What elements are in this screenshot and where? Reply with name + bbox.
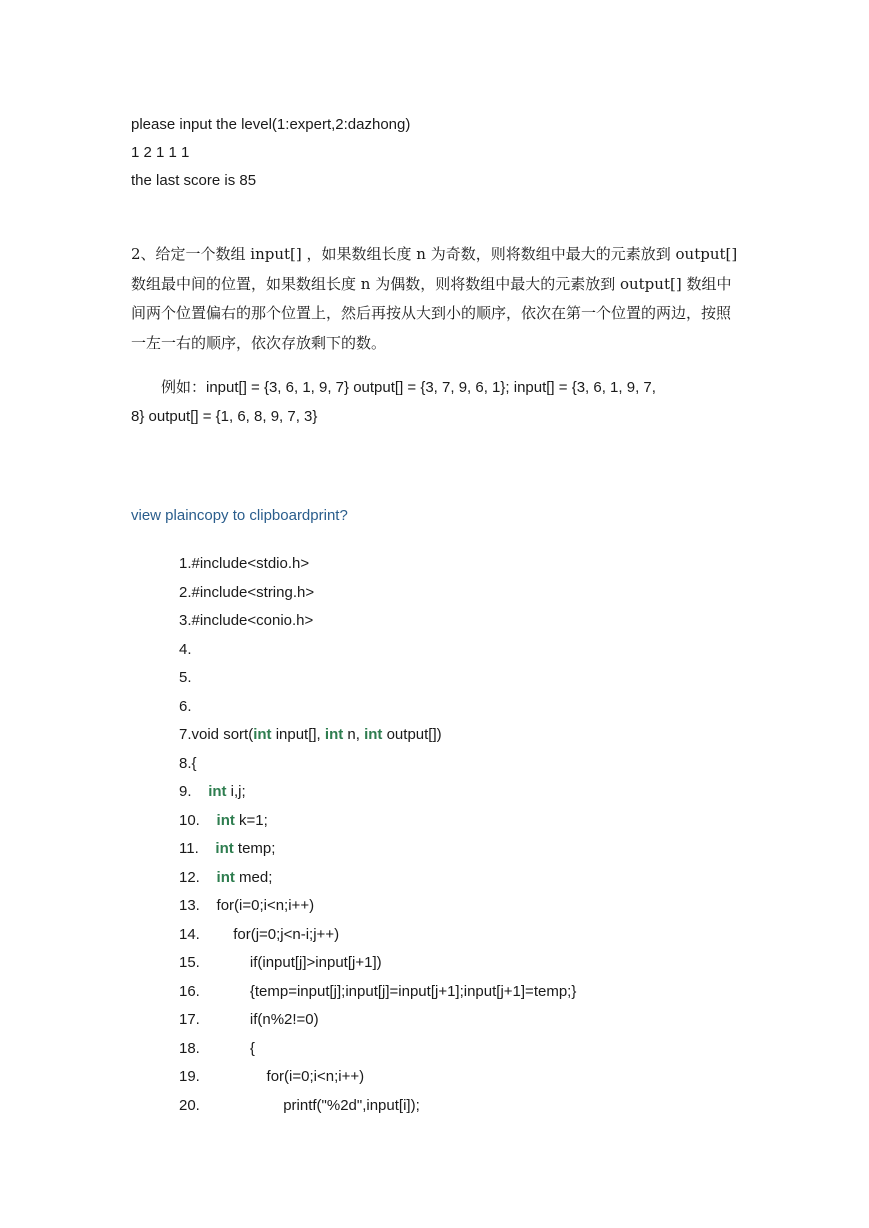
code-line xyxy=(179,811,576,840)
code-toolbar xyxy=(131,506,348,526)
code-text: 14. for(j=0;j<n-i;j++) xyxy=(179,925,340,943)
code-listing xyxy=(179,554,576,1124)
code-text: med; xyxy=(234,868,273,886)
output-line-prompt: please input the level(1:expert,2:dazhong) xyxy=(131,116,411,133)
code-text: 7.void sort( xyxy=(179,726,254,743)
code-text: 13. for(i=0;i<n;i++) xyxy=(179,897,315,914)
code-line xyxy=(179,896,576,925)
code-text: 18. { xyxy=(179,1039,255,1057)
code-text: i,j; xyxy=(226,783,246,800)
keyword-int: int xyxy=(215,840,234,857)
code-text: 9. xyxy=(179,783,209,800)
code-line xyxy=(179,583,576,612)
copy-to-clipboard-link[interactable]: copy to clipboard xyxy=(196,507,311,524)
code-line xyxy=(179,1039,576,1068)
code-text: 8.{ xyxy=(179,754,197,772)
code-text: 16. {temp=input[j];input[j]=input[j+1];input[j+1]=temp;} xyxy=(179,982,577,1000)
code-text: 15. if(input[j]>input[j+1]) xyxy=(179,954,382,971)
code-line xyxy=(179,1067,576,1096)
code-text: 10. xyxy=(179,811,217,829)
code-text: 19. for(i=0;i<n;i++) xyxy=(179,1068,365,1085)
view-plain-link[interactable]: view plain xyxy=(131,507,197,524)
problem-statement-text: 2、给定一个数组 input[] ，如果数组长度 n 为奇数，则将数组中最大的元素放到 output[] 数组最中间的位置，如果数组长度 n 为偶数，则将数组中最大的元素放到 output[] 数组中间两个位置偏右的那个位置上，然后再按从大到小的顺序，依次在第一个位置的两边，按照一左一右的顺序，依次存放剩下的数。 xyxy=(131,245,738,352)
help-link[interactable]: ? xyxy=(339,507,348,524)
keyword-int: int xyxy=(253,726,272,743)
code-line xyxy=(179,982,576,1011)
problem-statement xyxy=(131,240,739,358)
code-line xyxy=(179,868,576,897)
code-text: 17. if(n%2!=0) xyxy=(179,1011,319,1028)
print-link[interactable]: print xyxy=(310,507,340,524)
example-line-1: 例如：input[] = {3, 6, 1, 9, 7} output[] = {3, 7, 9, 6, 1}; input[] = {3, 6, 1, 9, 7, xyxy=(161,379,656,396)
example-line-2: 8} output[] = {1, 6, 8, 9, 7, 3} xyxy=(131,408,318,425)
code-line xyxy=(179,1096,576,1125)
code-text: 20. printf("%2d",input[i]); xyxy=(179,1096,420,1114)
keyword-int: int xyxy=(208,783,227,800)
keyword-int: int xyxy=(216,811,235,829)
code-text: 6. xyxy=(179,697,192,715)
code-line xyxy=(179,640,576,669)
code-line xyxy=(179,611,576,640)
code-line xyxy=(179,725,576,754)
code-text: 5. xyxy=(179,669,192,686)
code-line xyxy=(179,782,576,811)
code-text: 2.#include<string.h> xyxy=(179,583,315,601)
code-text: 4. xyxy=(179,640,192,658)
keyword-int: int xyxy=(216,868,235,886)
code-text: 1.#include<stdio.h> xyxy=(179,555,310,572)
code-line xyxy=(179,953,576,982)
code-text: n, xyxy=(343,726,365,743)
code-line xyxy=(179,1010,576,1039)
output-line-input: 1 2 1 1 1 xyxy=(131,144,190,161)
code-text: output[]) xyxy=(382,726,442,743)
code-line xyxy=(179,754,576,783)
code-line xyxy=(179,925,576,954)
output-line-score: the last score is 85 xyxy=(131,172,257,189)
code-text: 12. xyxy=(179,868,217,886)
code-text: temp; xyxy=(233,840,276,857)
code-text: k=1; xyxy=(234,811,268,829)
code-line xyxy=(179,554,576,583)
code-text: input[], xyxy=(271,726,325,743)
code-line xyxy=(179,668,576,697)
code-text: 11. xyxy=(179,840,216,857)
code-line xyxy=(179,697,576,726)
code-line xyxy=(179,839,576,868)
keyword-int: int xyxy=(364,726,383,743)
code-text: 3.#include<conio.h> xyxy=(179,612,314,629)
keyword-int: int xyxy=(324,726,344,743)
